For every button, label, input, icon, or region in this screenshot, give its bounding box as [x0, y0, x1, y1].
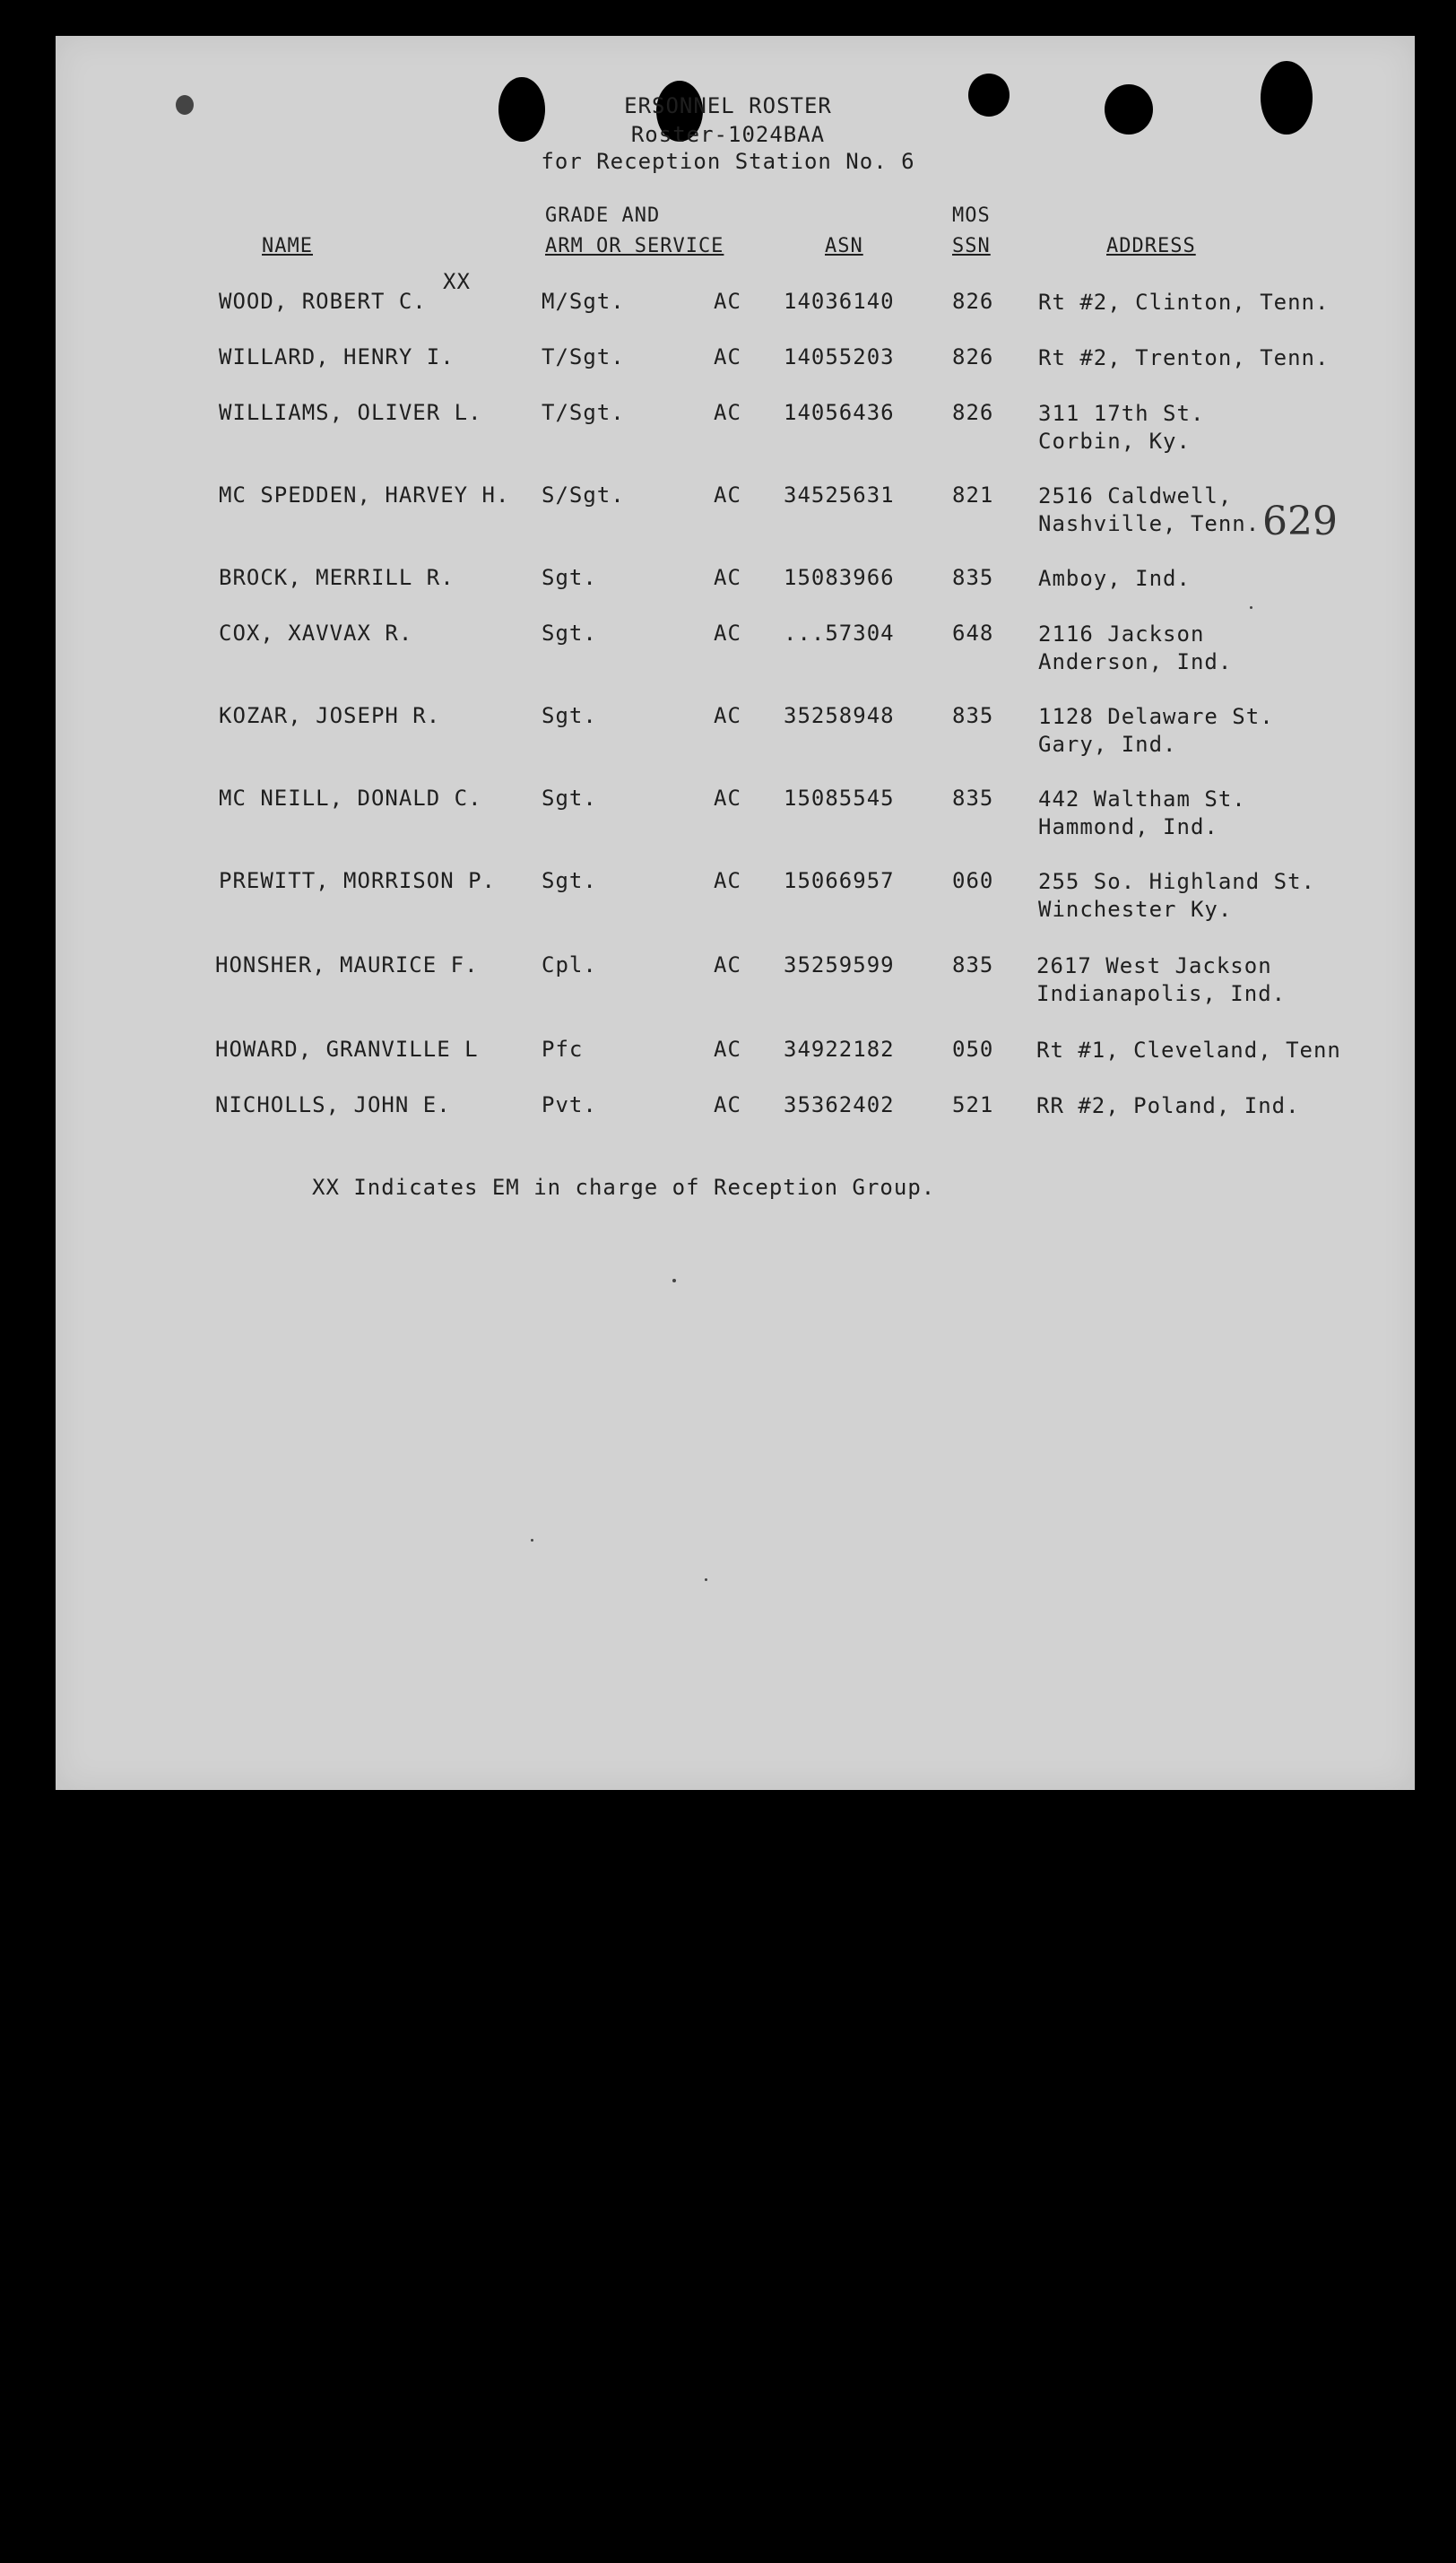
grade-cell: Sgt.: [542, 621, 597, 646]
grade-cell: T/Sgt.: [542, 344, 625, 369]
grade-cell: Pvt.: [542, 1092, 597, 1117]
address-line: Rt #2, Trenton, Tenn.: [1038, 345, 1330, 370]
footnote: XX Indicates EM in charge of Reception Group.: [312, 1175, 936, 1200]
grade-cell: Sgt.: [542, 703, 597, 728]
address-line: 2116 Jackson: [1038, 621, 1205, 647]
name-cell: KOZAR, JOSEPH R.: [219, 703, 441, 728]
grade-cell: Cpl.: [542, 952, 597, 977]
address-cell: [1038, 621, 1232, 676]
grade-cell: Pfc: [542, 1037, 584, 1062]
arm-cell: AC: [714, 344, 741, 369]
grade-cell: S/Sgt.: [542, 482, 625, 508]
arm-cell: AC: [714, 482, 741, 508]
address-line: Indianapolis, Ind.: [1036, 981, 1287, 1006]
arm-cell: AC: [714, 952, 741, 977]
paper-speck: [672, 1279, 676, 1282]
asn-cell: 14055203: [784, 344, 895, 369]
address-line: 1128 Delaware St.: [1038, 704, 1274, 729]
arm-cell: AC: [714, 565, 741, 590]
address-cell: [1038, 289, 1329, 317]
address-line: Rt #1, Cleveland, Tenn: [1036, 1038, 1341, 1063]
name-cell: BROCK, MERRILL R.: [219, 565, 455, 590]
mos-cell: 835: [952, 786, 994, 811]
name-cell: PREWITT, MORRISON P.: [219, 868, 496, 893]
paper-speck: [531, 1539, 533, 1542]
column-header-grade-line2: ARM OR SERVICE: [545, 235, 724, 257]
address-line: 442 Waltham St.: [1038, 786, 1246, 812]
asn-cell: 35259599: [784, 952, 895, 977]
mos-cell: 050: [952, 1037, 994, 1062]
address-line: 2617 West Jackson: [1036, 953, 1272, 978]
arm-cell: AC: [714, 621, 741, 646]
address-cell: [1036, 1037, 1341, 1064]
in-charge-mark: XX: [443, 269, 471, 294]
address-line: Hammond, Ind.: [1038, 814, 1218, 839]
name-cell: HOWARD, GRANVILLE L: [215, 1037, 479, 1062]
arm-cell: AC: [714, 703, 741, 728]
address-line: Anderson, Ind.: [1038, 649, 1233, 674]
address-cell: [1038, 344, 1329, 372]
asn-cell: 14056436: [784, 400, 895, 425]
name-cell: HONSHER, MAURICE F.: [215, 952, 479, 977]
address-line: Corbin, Ky.: [1038, 429, 1191, 454]
address-line: RR #2, Poland, Ind.: [1036, 1093, 1300, 1118]
address-line: 311 17th St.: [1038, 401, 1205, 426]
address-cell: [1038, 703, 1274, 759]
mos-cell: 835: [952, 952, 994, 977]
asn-cell: 15085545: [784, 786, 895, 811]
page-number-stamp: 629: [1262, 499, 1338, 544]
column-header-mos-line1: MOS: [952, 204, 991, 227]
name-cell: WILLIAMS, OLIVER L.: [219, 400, 482, 425]
arm-cell: AC: [714, 1092, 741, 1117]
asn-cell: 34922182: [784, 1037, 895, 1062]
name-cell: NICHOLLS, JOHN E.: [215, 1092, 451, 1117]
arm-cell: AC: [714, 289, 741, 314]
address-line: 2516 Caldwell,: [1038, 483, 1233, 508]
roster-title: ERSONNEL ROSTER: [624, 93, 832, 118]
mos-cell: 826: [952, 344, 994, 369]
asn-cell: 34525631: [784, 482, 895, 508]
roster-subtitle: for Reception Station No. 6: [541, 149, 915, 174]
column-header-grade-line1: GRADE AND: [545, 204, 661, 227]
address-cell: [1036, 1092, 1300, 1120]
asn-cell: 15066957: [784, 868, 895, 893]
mos-cell: 648: [952, 621, 994, 646]
address-line: Rt #2, Clinton, Tenn.: [1038, 290, 1330, 315]
column-header-asn: ASN: [825, 235, 863, 257]
column-header-address: ADDRESS: [1106, 235, 1196, 257]
address-cell: [1038, 482, 1260, 538]
paper-speck: [1250, 606, 1252, 609]
name-cell: MC SPEDDEN, HARVEY H.: [219, 482, 510, 508]
address-line: Winchester Ky.: [1038, 897, 1233, 922]
grade-cell: T/Sgt.: [542, 400, 625, 425]
address-cell: [1036, 952, 1286, 1008]
mos-cell: 060: [952, 868, 994, 893]
mos-cell: 821: [952, 482, 994, 508]
grade-cell: Sgt.: [542, 868, 597, 893]
address-line: 255 So. Highland St.: [1038, 869, 1315, 894]
grade-cell: M/Sgt.: [542, 289, 625, 314]
address-cell: [1038, 400, 1204, 456]
address-cell: [1038, 565, 1191, 593]
name-cell: WILLARD, HENRY I.: [219, 344, 455, 369]
arm-cell: AC: [714, 400, 741, 425]
mos-cell: 835: [952, 703, 994, 728]
mos-cell: 835: [952, 565, 994, 590]
address-line: Amboy, Ind.: [1038, 566, 1191, 591]
address-cell: [1038, 786, 1246, 841]
mos-cell: 521: [952, 1092, 994, 1117]
asn-cell: 14036140: [784, 289, 895, 314]
grade-cell: Sgt.: [542, 786, 597, 811]
asn-cell: 35362402: [784, 1092, 895, 1117]
column-header-name: NAME: [262, 235, 313, 257]
arm-cell: AC: [714, 1037, 741, 1062]
mos-cell: 826: [952, 289, 994, 314]
arm-cell: AC: [714, 868, 741, 893]
grade-cell: Sgt.: [542, 565, 597, 590]
address-line: Nashville, Tenn.: [1038, 511, 1261, 536]
asn-cell: ...57304: [784, 621, 895, 646]
arm-cell: AC: [714, 786, 741, 811]
name-cell: COX, XAVVAX R.: [219, 621, 413, 646]
mos-cell: 826: [952, 400, 994, 425]
paper-speck: [705, 1578, 707, 1581]
asn-cell: 15083966: [784, 565, 895, 590]
address-line: Gary, Ind.: [1038, 732, 1177, 757]
roster-number: Roster-1024BAA: [630, 122, 826, 147]
name-cell: MC NEILL, DONALD C.: [219, 786, 482, 811]
address-cell: [1038, 868, 1315, 924]
column-header-mos-line2: SSN: [952, 235, 991, 257]
asn-cell: 35258948: [784, 703, 895, 728]
name-cell: WOOD, ROBERT C.: [219, 289, 427, 314]
